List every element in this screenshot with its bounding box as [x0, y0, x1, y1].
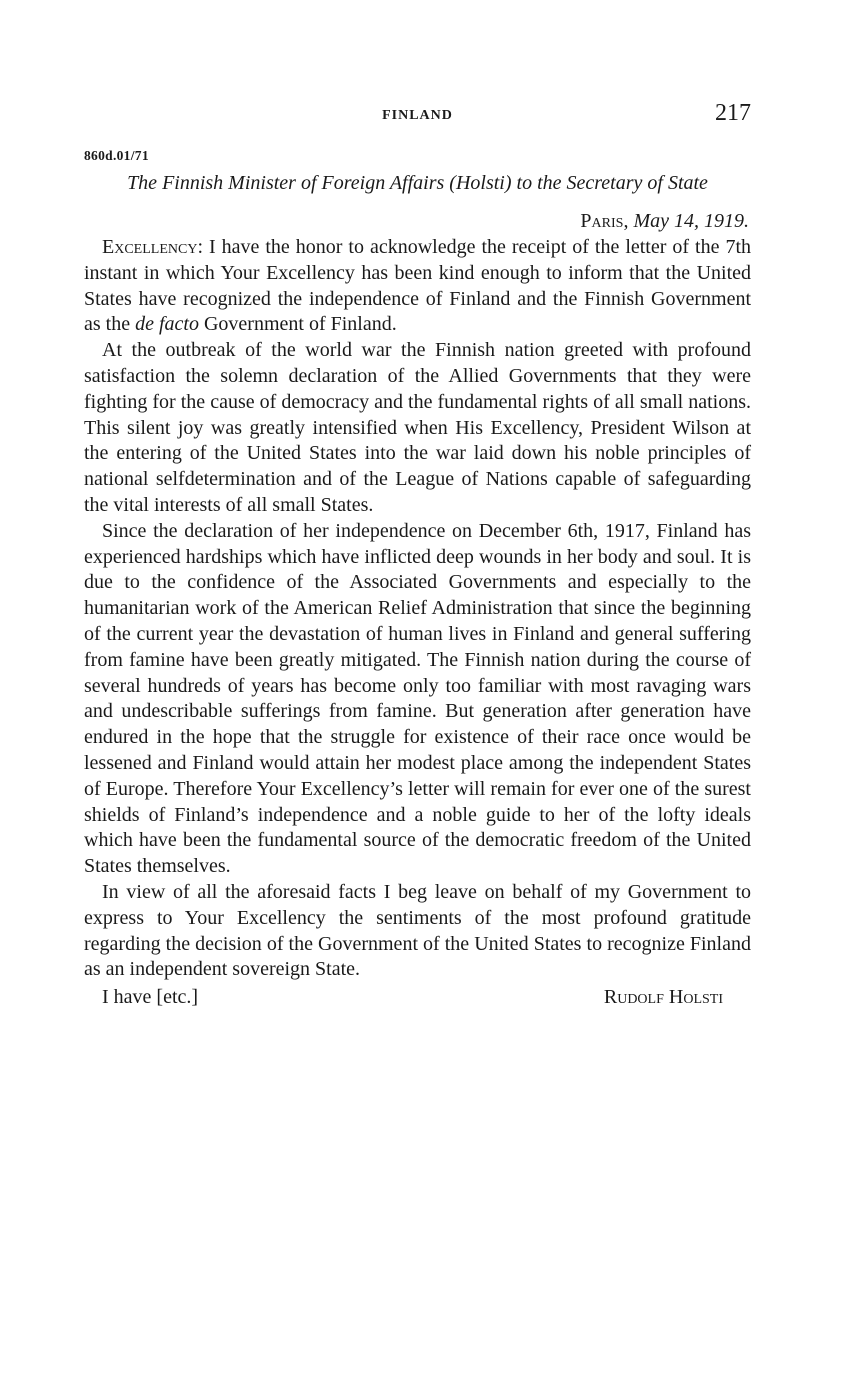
paragraph-1-italic: de facto [135, 313, 199, 336]
letter-body [84, 235, 751, 983]
document-heading: The Finnish Minister of Foreign Affairs (Holsti) to the Secretary of State [127, 172, 708, 194]
paragraph-4: In view of all the aforesaid facts I beg leave on behalf of my Government to express to Your Excellency the sentiments of the most profound gratitude regarding the decision of the Government of the United States to recognize Finland as an independent sovereign State. [84, 880, 751, 981]
running-head [84, 100, 751, 134]
dateline [84, 210, 751, 233]
paragraph-1-text: : I have the honor to acknowledge the receipt of the letter of the 7th instant in which Your Excellency has been kind enough to inform that the United States have recognized the independence of Finland and the Finnish Government as the [84, 236, 751, 336]
dateline-place: Paris, [580, 210, 629, 232]
paragraph-3: Since the declaration of her independence on December 6th, 1917, Finland has experienced hardships which have inflicted deep wounds in her body and soul. It is due to the confidence of the Associated Governments and especially to the humanitarian work of the American Relief Administration that since the beginning of the current year the devastation of human lives in Finland and general suffering from famine have been greatly mitigated. The Finnish nation during the course of several hundreds of years has become only too familiar with most ravaging wars and undescribable sufferings from famine. But generation after generation have endured in the hope that the struggle for existence of their race once would be lessened and Finland would attain her modest place among the independent States of Europe. Therefore Your Excellency’s letter will remain for ever one of the surest shields of Finland’s independence and a noble guide to her of the lofty ideals which have been the fundamental source of the democratic freedom of the United States themselves. [84, 519, 751, 878]
running-title: FINLAND [382, 108, 453, 123]
closing-text: I have [etc.] [102, 986, 199, 1009]
dateline-date: May 14, 1919. [633, 210, 749, 232]
paragraph-2: At the outbreak of the world war the Finnish nation greeted with profound satisfaction the solemn declaration of the Allied Governments that they were fighting for the cause of democracy and the fundamental rights of all small nations. This silent joy was greatly intensified when His Excellency, President Wilson at the entering of the United States into the war laid down his noble principles of national selfdetermination and of the League of Nations capable of safeguarding the vital interests of all small States. [84, 339, 751, 516]
paragraph-1-end: Government of Finland. [198, 313, 397, 336]
salutation: Excellency [102, 236, 198, 258]
page-number: 217 [715, 100, 751, 126]
document-page [84, 100, 751, 1015]
paragraph-1 [84, 235, 751, 338]
file-number: 860d.01/71 [84, 148, 149, 163]
signature: Rudolf Holsti [603, 986, 723, 1009]
closing-line [84, 985, 751, 1015]
